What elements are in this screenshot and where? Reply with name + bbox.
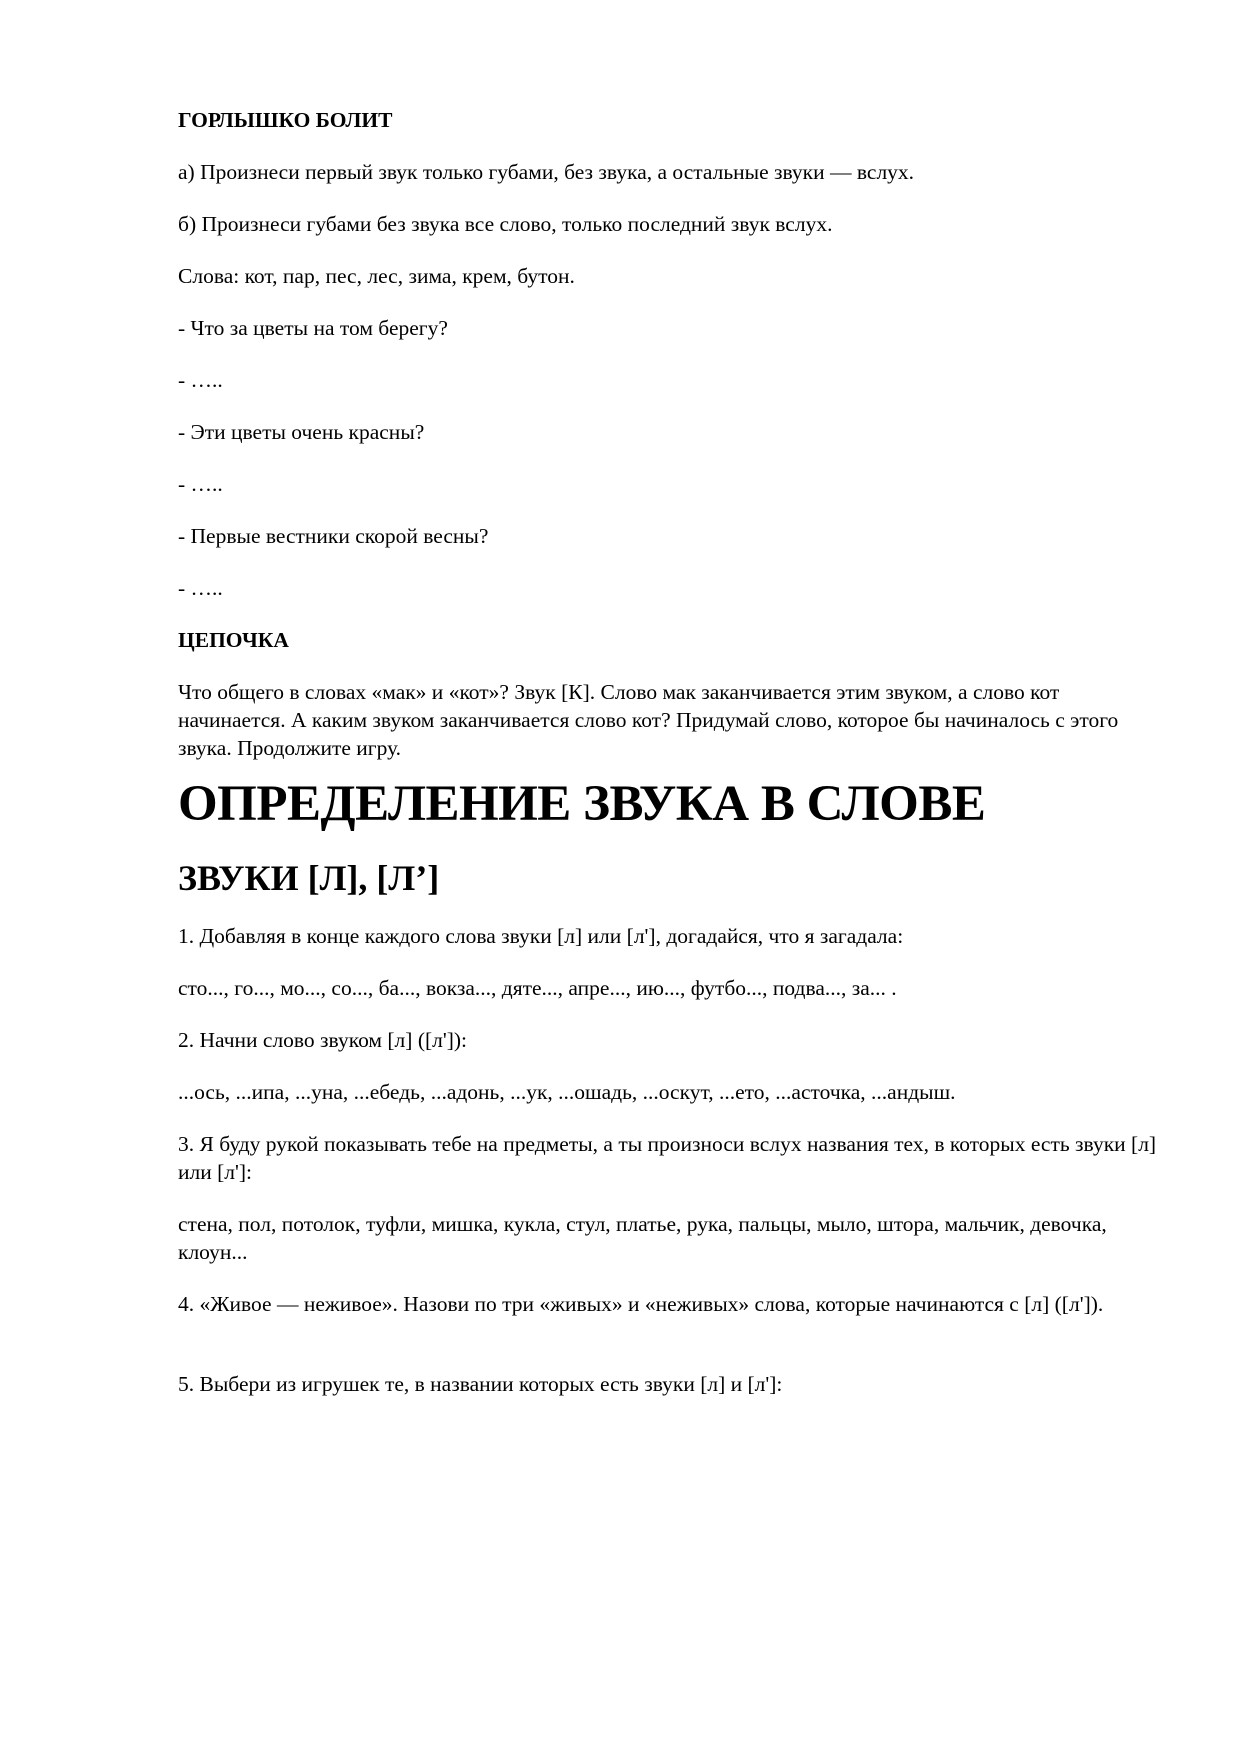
exercise-2-items: ...ось, ...ипа, ...уна, ...ебедь, ...адонь, ...ук, ...ошадь, ...оскут, ...ето, ...асточка, ...андыш. (178, 1080, 956, 1104)
dialogue-line: - ….. (178, 472, 223, 496)
exercise-5-task: 5. Выбери из игрушек те, в названии которых есть звуки [л] и [л']: (178, 1372, 783, 1396)
exercise-3-task: 3. Я буду рукой показывать тебе на предметы, а ты произноси вслух названия тех, в которых есть звуки [л] или [л']: (178, 1132, 1157, 1184)
section-title-tsepochka: ЦЕПОЧКА (178, 628, 289, 652)
instruction-a: а) Произнеси первый звук только губами, без звука, а остальные звуки — вслух. (178, 160, 915, 184)
dialogue-line: - ….. (178, 576, 223, 600)
main-heading: ОПРЕДЕЛЕНИЕ ЗВУКА В СЛОВЕ (178, 776, 986, 832)
dialogue-line: - ….. (178, 368, 223, 392)
section-title-gorlyshko: ГОРЛЫШКО БОЛИТ (178, 108, 393, 132)
dialogue-line: - Что за цветы на том берегу? (178, 316, 448, 340)
exercise-2-task: 2. Начни слово звуком [л] ([л']): (178, 1028, 468, 1052)
exercise-1-items: сто..., го..., мо..., со..., ба..., вокза..., дяте..., апре..., ию..., футбо..., подва..., за... . (178, 976, 897, 1000)
word-list: Слова: кот, пар, пес, лес, зима, крем, бутон. (178, 264, 575, 288)
exercise-3-items: стена, пол, потолок, туфли, мишка, кукла, стул, платье, рука, пальцы, мыло, штора, мальчик, девочка, клоун... (178, 1212, 1107, 1264)
exercise-4-task: 4. «Живое — неживое». Назови по три «живых» и «неживых» слова, которые начинаются с [л] ([л']). (178, 1292, 1104, 1316)
subheading: ЗВУКИ [Л], [Л’] (178, 858, 440, 898)
instruction-b: б) Произнеси губами без звука все слово, только последний звук вслух. (178, 212, 833, 236)
tsepochka-text: Что общего в словах «мак» и «кот»? Звук [К]. Слово мак заканчивается этим звуком, а слово кот начинается. А каким звуком заканчивается слово кот? Придумай слово, которое бы начиналось с этого звука. Продолжите игру. (178, 680, 1119, 760)
dialogue-line: - Эти цветы очень красны? (178, 420, 425, 444)
dialogue-line: - Первые вестники скорой весны? (178, 524, 489, 548)
exercise-1-task: 1. Добавляя в конце каждого слова звуки [л] или [л'], догадайся, что я загадала: (178, 924, 904, 948)
